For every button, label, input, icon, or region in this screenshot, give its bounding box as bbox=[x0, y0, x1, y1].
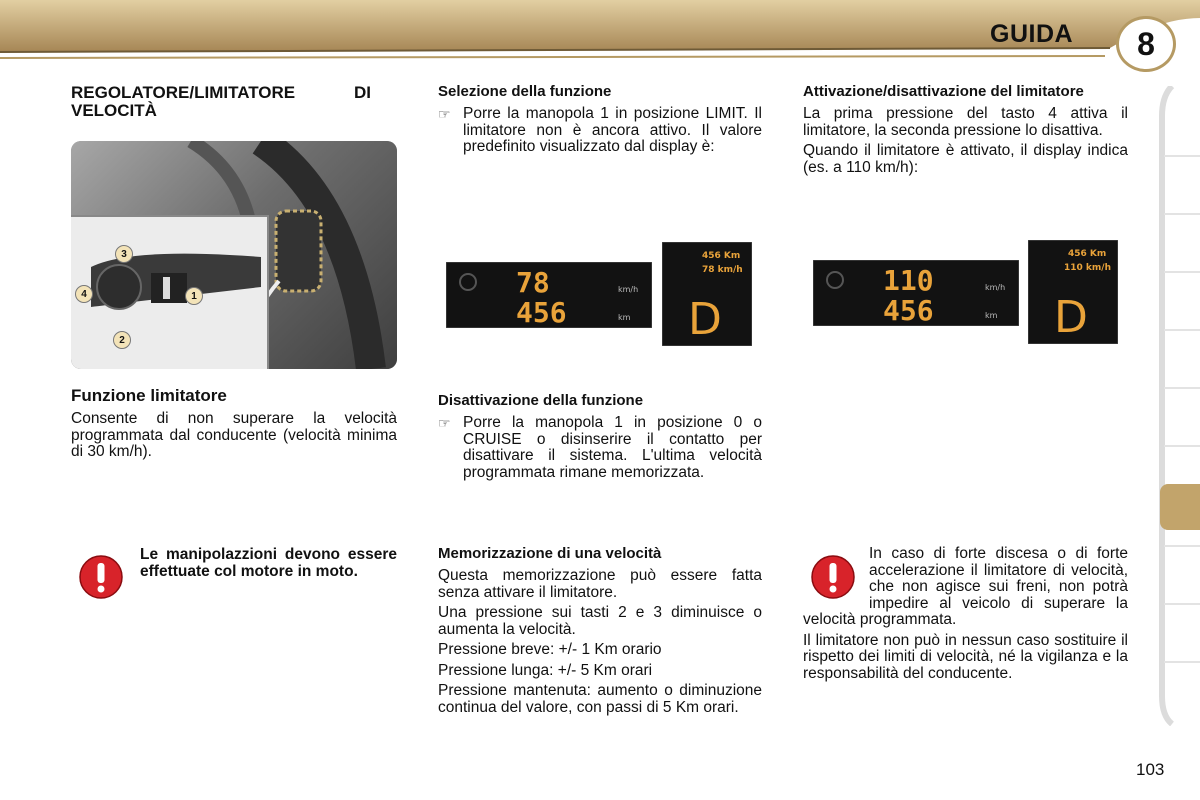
stalk-detail-inset bbox=[71, 215, 269, 369]
chapter-number-badge: 8 bbox=[1116, 16, 1176, 72]
activation-section bbox=[803, 84, 1128, 180]
callout-2: 2 bbox=[113, 331, 131, 349]
display2-speed: 110 bbox=[883, 264, 934, 297]
selection-section bbox=[438, 84, 762, 160]
memorization-section bbox=[438, 546, 762, 720]
limiter-heading: Funzione limitatore bbox=[71, 386, 227, 405]
cruise-stalk-icon bbox=[71, 217, 267, 369]
display1-unit-km: km bbox=[618, 313, 631, 322]
display-panel-2-right bbox=[1028, 240, 1118, 344]
deactivation-section bbox=[438, 393, 762, 485]
display2-right-speed: 110 km/h bbox=[1064, 263, 1111, 273]
memorization-p3: Pressione breve: +/- 1 Km orario bbox=[438, 641, 662, 658]
display1-right-speed: 78 km/h bbox=[702, 265, 743, 275]
section-title-block bbox=[71, 84, 371, 120]
chapter-tabs-rail bbox=[1158, 86, 1200, 726]
pointing-hand-icon: ☞ bbox=[438, 106, 451, 122]
warning-text-left: Le manipolazzioni devono essere effettuate col motore in moto. bbox=[140, 546, 397, 580]
chapter-title: GUIDA bbox=[990, 20, 1074, 48]
display1-right-km: 456 Km bbox=[702, 251, 741, 261]
memorization-p1: Questa memorizzazione può essere fatta senza attivare il limitatore. bbox=[438, 567, 762, 601]
selection-heading: Selezione della funzione bbox=[438, 83, 612, 100]
activation-heading: Attivazione/disattivazione del limitatore bbox=[803, 83, 1084, 100]
stalk-photo bbox=[71, 141, 397, 369]
display-panel-2 bbox=[813, 260, 1019, 326]
warning-text-right-1: In caso di forte discesa o di forte accelerazione il limitatore di velocità, che non agisce sui freni, non potrà impedire al veicolo di superare la velocità programmata. bbox=[803, 545, 1128, 628]
warning-note-left bbox=[140, 547, 397, 584]
callout-3: 3 bbox=[115, 245, 133, 263]
display-panel-1-right bbox=[662, 242, 752, 346]
deactivation-heading: Disattivazione della funzione bbox=[438, 392, 644, 409]
limiter-function-section bbox=[71, 387, 397, 465]
activation-p1: La prima pressione del tasto 4 attiva il limitatore, la seconda pressione lo disattiva. bbox=[803, 105, 1128, 139]
display1-unit-kmh: km/h bbox=[618, 285, 639, 294]
memorization-p4: Pressione lunga: +/- 5 Km orari bbox=[438, 661, 653, 679]
active-chapter-tab[interactable] bbox=[1160, 484, 1200, 530]
memorization-p2: Una pressione sui tasti 2 e 3 diminuisce o aumenta la velocità. bbox=[438, 604, 762, 638]
display1-odometer: 456 bbox=[516, 296, 567, 328]
display1-speed: 78 bbox=[516, 266, 550, 299]
warning-icon bbox=[78, 554, 124, 600]
callout-4: 4 bbox=[75, 285, 93, 303]
display2-odometer: 456 bbox=[883, 294, 934, 326]
limiter-text: Consente di non superare la velocità programmata dal conducente (velocità minima di 30 km/h). bbox=[71, 410, 397, 460]
memorization-p5: Pressione mantenuta: aumento o diminuzione continua del valore, con passi di 5 Km orari. bbox=[438, 682, 762, 716]
display2-unit-km: km bbox=[985, 311, 998, 320]
deactivation-text: Porre la manopola 1 in posizione 0 o CRUISE o disinserire il contatto per disattivare il sistema. L'ultima velocità programmata rimane memorizzata. bbox=[463, 414, 762, 481]
selection-text: Porre la manopola 1 in posizione LIMIT. Il limitatore non è ancora attivo. Il valore predefinito visualizzato dal display è: bbox=[463, 105, 762, 155]
warning-note-right bbox=[803, 546, 1128, 686]
activation-p2: Quando il limitatore è attivato, il display indica (es. a 110 km/h): bbox=[803, 142, 1128, 176]
display-panel-1 bbox=[446, 262, 652, 328]
deactivation-bullet bbox=[438, 415, 762, 481]
pointing-hand-icon: ☞ bbox=[438, 415, 451, 431]
page-number: 103 bbox=[1136, 760, 1165, 779]
display2-gear: D bbox=[1054, 292, 1088, 343]
display2-right-km: 456 Km bbox=[1068, 249, 1107, 259]
display2-unit-kmh: km/h bbox=[985, 283, 1006, 292]
section-title: REGOLATORE/LIMITATORE DI VELOCITÀ bbox=[71, 83, 371, 120]
callout-1: 1 bbox=[185, 287, 203, 305]
memorization-heading: Memorizzazione di una velocità bbox=[438, 545, 662, 562]
display1-gear: D bbox=[688, 294, 722, 345]
warning-text-right-2: Il limitatore non può in nessun caso sostituire il rispetto dei limiti di velocità, né la vigilanza e la responsabilità del conducente. bbox=[803, 631, 1128, 682]
selection-bullet bbox=[438, 106, 762, 156]
